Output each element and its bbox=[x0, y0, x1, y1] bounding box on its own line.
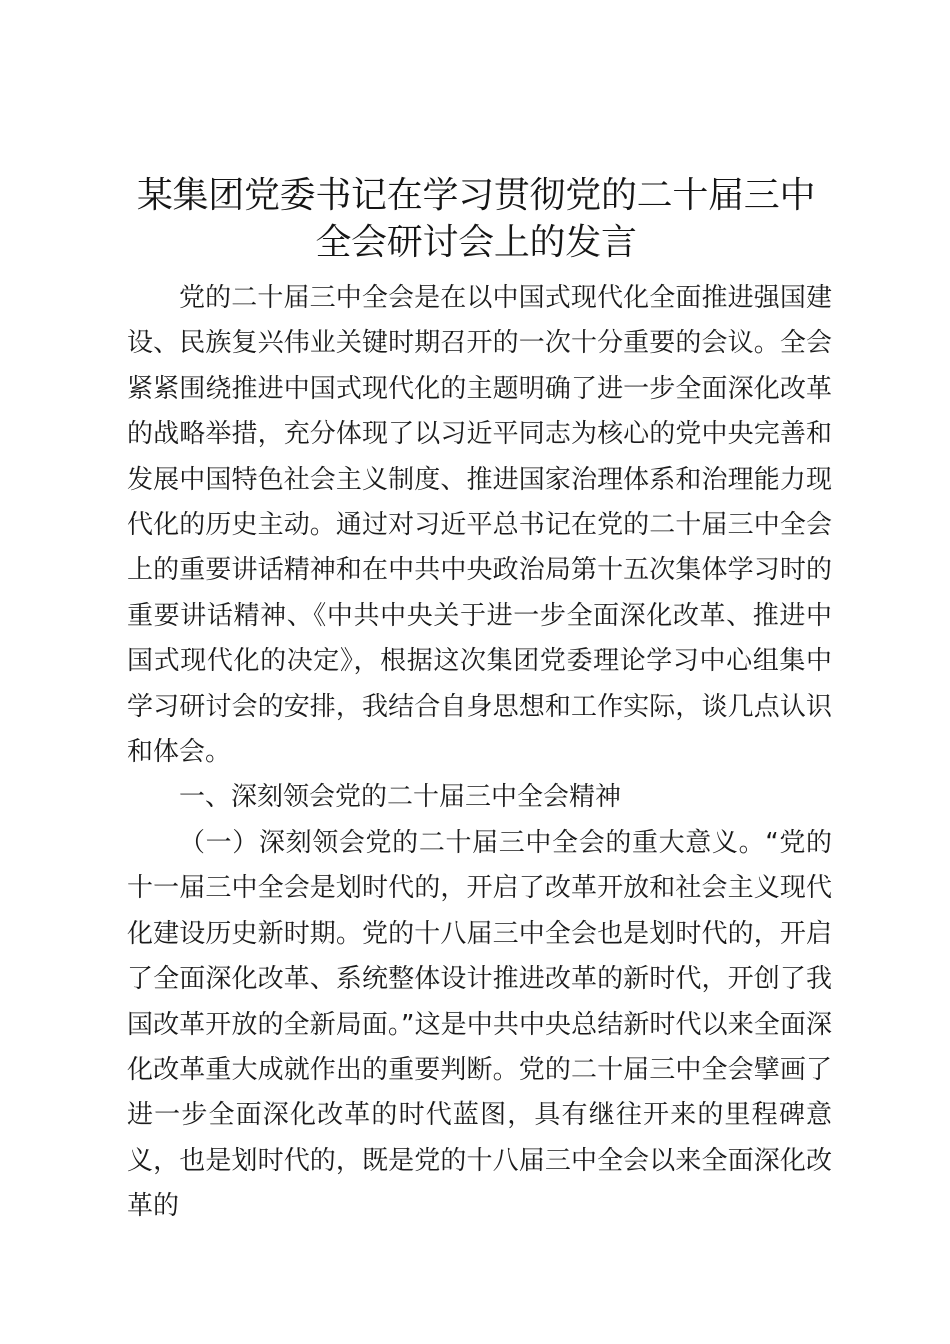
paragraph-subsection-1: （一）深刻领会党的二十届三中全会的重大意义。“党的十一届三中全会是划时代的，开启了改革开放和社会主义现代化建设历史新时期。党的十八届三中全会也是划时代的，开启了全面深化改革、系统整体设计推进改革的新时代，开创了我国改革开放的全新局面。”这是中共中央总结新时代以来全面深化改革重大成就作出的重要判断。党的二十届三中全会擘画了进一步全面深化改革的时代蓝图，具有继往开来的里程碑意义，也是划时代的，既是党的十八届三中全会以来全面深化改革的 bbox=[127, 827, 832, 1222]
document-body bbox=[127, 276, 832, 1230]
paragraph-intro: 党的二十届三中全会是在以中国式现代化全面推进强国建设、民族复兴伟业关键时期召开的一次十分重要的会议。全会紧紧围绕推进中国式现代化的主题明确了进一步全面深化改革的战略举措，充分体现了以习近平同志为核心的党中央完善和发展中国特色社会主义制度、推进国家治理体系和治理能力现代化的历史主动。通过对习近平总书记在党的二十届三中全会上的重要讲话精神和在中共中央政治局第十五次集体学习时的重要讲话精神、《中共中央关于进一步全面深化改革、推进中国式现代化的决定》，根据这次集团党委理论学习中心组集中学习研讨会的安排，我结合自身思想和工作实际，谈几点认识和体会。 bbox=[127, 283, 832, 768]
document-title: 某集团党委书记在学习贯彻党的二十届三中全会研讨会上的发言 bbox=[136, 175, 816, 263]
section-heading-1: 一、深刻领会党的二十届三中全会精神 bbox=[179, 782, 622, 813]
